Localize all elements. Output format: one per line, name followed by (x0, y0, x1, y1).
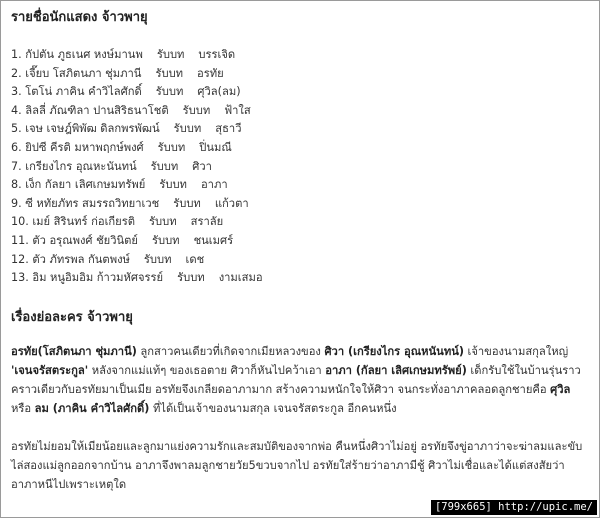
cast-actor: เจี๊ยบ โสภิตนภา ชุ่มภานี (25, 66, 142, 80)
cast-role: ศิวา (192, 159, 212, 173)
cast-row (11, 46, 591, 65)
cast-role-word: รับบท (155, 66, 184, 80)
cast-row (11, 195, 591, 214)
cast-number: 10. (11, 215, 29, 229)
cast-role: ชนเมศร์ (193, 233, 234, 247)
article-content (11, 8, 591, 494)
text-span: เจ้าของนามสกุลใหญ่ (463, 344, 569, 358)
cast-role-word: รับบท (150, 159, 179, 173)
cast-actor: เมย์ สิรินทร์ ก่อเกียรติ (32, 215, 136, 229)
cast-number: 2. (11, 66, 22, 80)
text-span: ลูกสาวคนเดียวที่เกิดจากเมียหลวงของ (136, 344, 325, 358)
cast-row (11, 232, 591, 251)
cast-row (11, 269, 591, 288)
cast-role: อาภา (200, 178, 228, 192)
cast-role-word: รับบท (149, 215, 177, 229)
highlight-siwa: ศิวา (เกรียงไกร อุณหนันทน์) (324, 344, 464, 358)
cast-row (11, 158, 591, 177)
cast-actor: ยิปซี คีรติ มหาพฤกษ์พงศ์ (25, 140, 144, 154)
cast-row (11, 65, 591, 84)
highlight-apha: อาภา (กัลยา เลิศเกษมทรัพย์) (325, 363, 467, 377)
watermark: [799x665] http://upic.me/ (431, 500, 597, 515)
cast-role-word: รับบท (173, 122, 202, 136)
cast-number: 5. (11, 122, 22, 136)
cast-heading: รายชื่อนักแสดง จ้าวพายุ (11, 10, 148, 25)
cast-role: เดช (185, 252, 205, 266)
cast-actor: ซี หทัยภัทร สมรรถวิทยาเวช (25, 196, 160, 210)
cast-role-word: รับบท (155, 85, 184, 99)
cast-role-word: รับบท (173, 196, 201, 210)
cast-role: ปิ่นมณี (199, 140, 232, 154)
cast-role: สราลัย (190, 215, 224, 229)
cast-role-word: รับบท (151, 233, 180, 247)
cast-row (11, 139, 591, 158)
cast-row (11, 251, 591, 270)
cast-actor: ตัว อรุณพงศ์ ชัยวินิตย์ (32, 233, 138, 247)
cast-actor: ตัว ภัทรพล กันตพงษ์ (32, 252, 130, 266)
highlight-suwil: ศุวิล (550, 382, 571, 396)
cast-number: 3. (11, 85, 22, 99)
cast-actor: เง็ก กัลยา เลิศเกษมทรัพย์ (25, 178, 146, 192)
cast-row (11, 83, 591, 102)
cast-role: ฟ้าใส (224, 103, 251, 117)
cast-row (11, 213, 591, 232)
cast-number: 8. (11, 178, 22, 192)
cast-row (11, 120, 591, 139)
cast-number: 13. (11, 271, 29, 285)
text-span: หรือ (11, 401, 35, 415)
cast-actor: กัปตัน ภูธเนศ หงษ์มานพ (25, 48, 143, 61)
cast-number: 4. (11, 103, 22, 117)
cast-list (11, 46, 591, 288)
cast-number: 7. (11, 159, 22, 173)
cast-role-word: รับบท (143, 252, 172, 266)
cast-number: 12. (11, 252, 29, 266)
cast-role-word: รับบท (159, 178, 187, 192)
highlight-lom: ลม (ภาคิน คำวิไลศักดิ์) (34, 401, 150, 415)
synopsis-paragraph-2: อรทัยไม่ยอมให้เมียน้อยและลูกมาแย่งความรักและสมบัติของจากพ่อ คืนหนึ่งศิวาไม่อยู่ อรทัยจึงขู่อาภาว่าจะฆ่าลมและขับไล่สองแม่ลูกออกจากบ้าน อาภาจึงพาลมลูกชายวัย5ขวบจากไป อรทัยใส่ร้ายว่าอาภามีชู้ ศิวาไม่เชื่อและได้แต่สงสัยว่าอาภาหนีไปเพราะเหตุใด (11, 439, 583, 491)
text-span: เด็กรับใช้ในบ้านรุ่นราวคราวเดียวกับอรทัยมาเป็นเมีย อรทัยจึงเกลียดอาภามาก สร้างความหนักใจให้ศิวา จนกระทั่งอาภาคลอดลูกชายคือ (11, 363, 581, 396)
cast-role-word: รับบท (177, 271, 205, 285)
text-span: หลังจากแม่แท้ๆ ของเธอตาย ศิวาก็หันไปคว้าเอา (88, 363, 326, 377)
synopsis-paragraph-1 (11, 342, 591, 418)
text-span: ที่ได้เป็นเจ้าของนามสกุล เจนจรัสตระกูล อีกคนหนึ่ง (149, 401, 397, 415)
cast-actor: เกรียงไกร อุณหะนันทน์ (25, 159, 137, 173)
cast-role: สุธาวี (215, 122, 242, 136)
cast-role: งามเสมอ (218, 271, 263, 285)
highlight-surname: 'เจนจรัสตระกูล' (11, 363, 89, 377)
cast-role-word: รับบท (157, 140, 186, 154)
synopsis-heading: เรื่องย่อละคร จ้าวพายุ (11, 309, 133, 325)
cast-number: 9. (11, 196, 22, 210)
cast-role-word: รับบท (182, 103, 211, 117)
cast-actor: โตโน่ ภาคิน คำวิไลศักดิ์ (25, 85, 142, 99)
cast-role: อรทัย (197, 66, 224, 80)
cast-role: ศุวิล(ลม) (197, 85, 241, 99)
cast-role: แก้วตา (214, 196, 249, 210)
cast-actor: อิม หนูอิมอิม ก้าวมหัศจรรย์ (32, 271, 164, 285)
cast-number: 6. (11, 140, 22, 154)
cast-number: 11. (11, 233, 29, 247)
cast-actor: เจษ เจษฎ์พิพัฒ ดิลกพรพัฒน์ (25, 122, 160, 136)
cast-number: 1. (11, 48, 22, 61)
highlight-ortai: อรทัย(โสภิตนภา ชุ่มภานี) (11, 344, 137, 358)
cast-row (11, 102, 591, 121)
cast-row (11, 176, 591, 195)
cast-role: บรรเจิด (198, 48, 236, 61)
cast-role-word: รับบท (156, 48, 185, 61)
cast-actor: ลิลลี่ ภัณฑิลา ปานสิริธนาโชติ (25, 103, 169, 117)
